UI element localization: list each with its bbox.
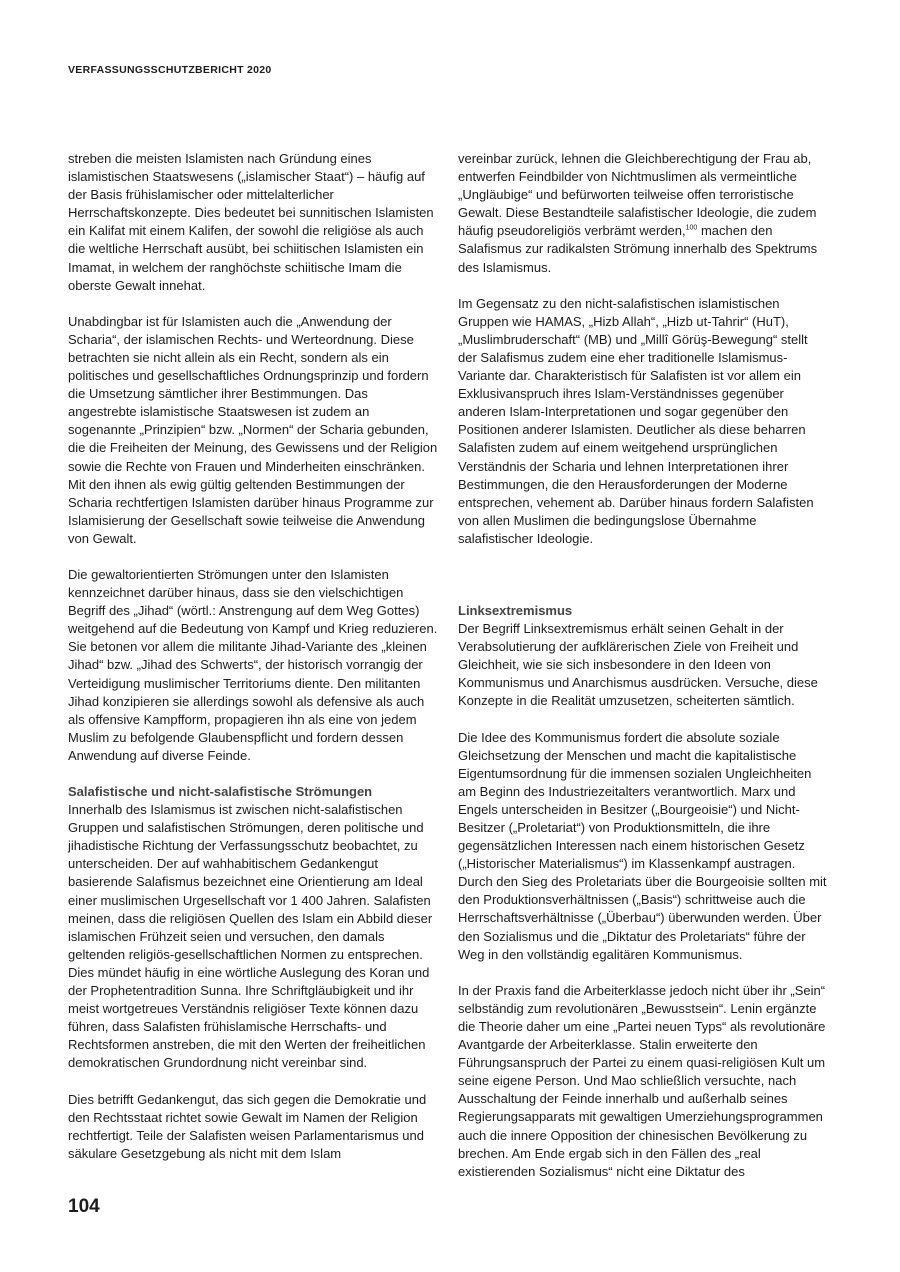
paragraph-text: vereinbar zurück, lehnen die Gleichberechtigung der Frau ab, entwerfen Feindbilder von Nichtmuslimen als vermeintliche „Ungläubige“ und befürworten teilweise offen terroristische Gewalt. Diese Bestandteile salafistischer Ideologie, die zudem häufig pseudoreligiös verbrämt werden, — [458, 151, 817, 239]
paragraph: Der Begriff Linksextremismus erhält seinen Gehalt in der Verabsolutierung der aufklärerischen Ziele von Freiheit und Gleichheit, wie sie sich insbesondere in den Ideen von Kommunismus und Anarchismus ausdrücken. Versuche, diese Konzepte in die Realität umzusetzen, scheiterten sämtlich. — [458, 621, 818, 709]
page-number: 104 — [68, 1196, 100, 1217]
right-column — [458, 150, 828, 1181]
footnote-ref[interactable]: 100 — [685, 225, 698, 233]
paragraph — [458, 150, 828, 277]
paragraph: Die gewaltorientierten Strömungen unter den Islamisten kennzeichnet darüber hinaus, dass sie den vielschichtigen Begriff des „Jihad“ (wörtl.: Anstrengung auf dem Weg Gottes) weitgehend auf die Bedeutung von Kampf und Krieg reduzieren. Sie betonen vor allem die militante Jihad-Variante des „kleinen Jihad“ bzw. „Jihad des Schwerts“, der historisch vorrangig der Verteidigung muslimischer Territoriums diente. Den militanten Jihad konzipieren sie allerdings sowohl als defensive als auch als offensive Kampfform, propagieren ihn als eine von jedem Muslim zu befolgende Glaubenspflicht und fordern dessen Anwendung auf diverse Feinde. — [68, 566, 438, 763]
paragraph: Die Idee des Kommunismus fordert die absolute soziale Gleichsetzung der Menschen und macht die kapitalistische Eigentumsordnung für die immensen sozialen Ungleichheiten am Beginn des Industriezeitalters verantwortlich. Marx und Engels unterscheiden in Besitzer („Bourgeoisie“) und Nicht-Besitzer („Proletariat“) von Produktionsmitteln, die ihre gegensätzlichen Interessen nach einem historischen Gesetz („Historischer Materialismus“) im Klassenkampf austragen. Durch den Sieg des Proletariats über die Bourgeoisie sollten mit den Produktionsverhältnissen („Basis“) schrittweise auch die Herrschaftsverhältnisse („Überbau“) überwunden werden. Über den Sozialismus und die „Diktatur des Proletariats“ führe der Weg in den vollständig egalitären Kommunismus. — [458, 729, 827, 962]
paragraph: streben die meisten Islamisten nach Gründung eines islamistischen Staatswesens („islamischer Staat“) – häufig auf der Basis frühislamischer oder mittelalterlicher Herrschaftskonzepte. Dies bedeutet bei sunnitischen Islamisten ein Kalifat mit einem Kalifen, der sowohl die religiöse als auch die weltliche Herrschaft ausübt, bei schiitischen Islamisten ein Imamat, in welchem der ranghöchste schiitische Imam die oberste Gewalt innehat. — [68, 151, 434, 293]
paragraph: Dies betrifft Gedankengut, das sich gegen die Demokratie und den Rechtsstaat richtet sowie Gewalt im Namen der Religion rechtfertigt. Teile der Salafisten weisen Parlamentarismus und säkulare Gesetzgebung als nicht mit dem Islam — [68, 1091, 427, 1161]
running-header: VERFASSUNGSSCHUTZBERICHT 2020 — [68, 64, 272, 76]
paragraph-text: machen den Salafismus zur radikalsten Strömung innerhalb des Spektrums des Islamismus. — [458, 223, 818, 275]
paragraph: In der Praxis fand die Arbeiterklasse jedoch nicht über ihr „Sein“ selbständig zum revolutionären „Bewusstsein“. Lenin ergänzte die Theorie daher um eine „Partei neuen Typs“ als revolutionäre Avantgarde der Arbeiterklasse. Stalin erweiterte den Führungsanspruch der Partei zu einem quasi-religiösen Kult um seine eigene Person. Und Mao schließlich versuchte, nach Ausschaltung der Feinde innerhalb und außerhalb seines Regierungsapparats mit gewaltigen Umerziehungsprogrammen auch die innere Opposition der chinesischen Bevölkerung zu brechen. Am Ende ergab sich in den Fällen des „real existierenden Sozialismus“ nicht eine Diktatur des — [458, 982, 826, 1179]
subheading-salafism: Salafistische und nicht-salafistische Strömungen — [68, 784, 373, 799]
left-column — [68, 150, 438, 1163]
subheading-left-extremism: Linksextremismus — [458, 602, 573, 618]
paragraph: Im Gegensatz zu den nicht-salafistischen islamistischen Gruppen wie HAMAS, „Hizb Allah“, „Hizb ut-Tahrir“ (HuT), „Muslimbruderschaft“ (MB) und „Millî Görüş-Bewegung“ stellt der Salafismus zudem eine eher traditionelle Islamismus-Variante dar. Charakteristisch für Salafisten ist vor allem ein Exklusivanspruch ihres Islam-Verständnisses gegenüber anderen Islam-Interpretationen und sogar gegenüber den Positionen anderer Islamisten. Deutlicher als diese beharren Salafisten zudem auf einem weitgehend ursprünglichen Verständnis der Scharia und lehnen Interpretationen ihrer Bestimmungen, die den Herausforderungen der Moderne entsprechen, vehement ab. Darüber hinaus fordern Salafisten von allen Muslimen die bedingungslose Übernahme salafistischer Ideologie. — [458, 295, 814, 546]
paragraph: Innerhalb des Islamismus ist zwischen nicht-salafistischen Gruppen und salafistischen Strömungen, deren politische und jihadistische Richtung der Verfassungsschutz beobachtet, zu unterscheiden. Der auf wahhabitischem Gedankengut basierende Salafismus bezeichnet eine Orientierung am Ideal einer muslimischen Urgesellschaft vor 1 400 Jahren. Salafisten meinen, dass die religiösen Quellen des Islam ein Abbild dieser islamischen Frühzeit seien und versuchen, den damals geltenden religiös-gesellschaftlichen Normen zu entsprechen. Dies mündet häufig in eine wörtliche Auslegung des Koran und der Prophetentradition Sunna. Ihre Schriftgläubigkeit und ihr meist wortgetreues Verständnis religiöser Texte können dazu führen, dass Salafisten frühislamische Herrschafts- und Rechtsformen anstreben, die mit den Werten der freiheitlichen demokratischen Grundordnung nicht vereinbar sind. — [68, 802, 433, 1071]
paragraph: Unabdingbar ist für Islamisten auch die „Anwendung der Scharia“, der islamischen Rechts- und Werteordnung. Diese betrachten sie nicht allein als ein Recht, sondern als ein politisches und gesellschaftliches Ordnungsprinzip und fordern die Umsetzung sämtlicher ihrer Bestimmungen. Das angestrebte islamistische Staatswesen ist zudem an sogenannte „Prinzipien“ bzw. „Normen“ der Scharia gebunden, die die Freiheiten der Meinung, des Gewissens und der Religion sowie die Rechte von Frauen und Minderheiten einschränken. Mit den ihnen als ewig gültig geltenden Bestimmungen der Scharia rechtfertigen Islamisten darüber hinaus Programme zur Islamisierung der Gesellschaft sowie teilweise die Anwendung von Gewalt. — [68, 313, 438, 546]
